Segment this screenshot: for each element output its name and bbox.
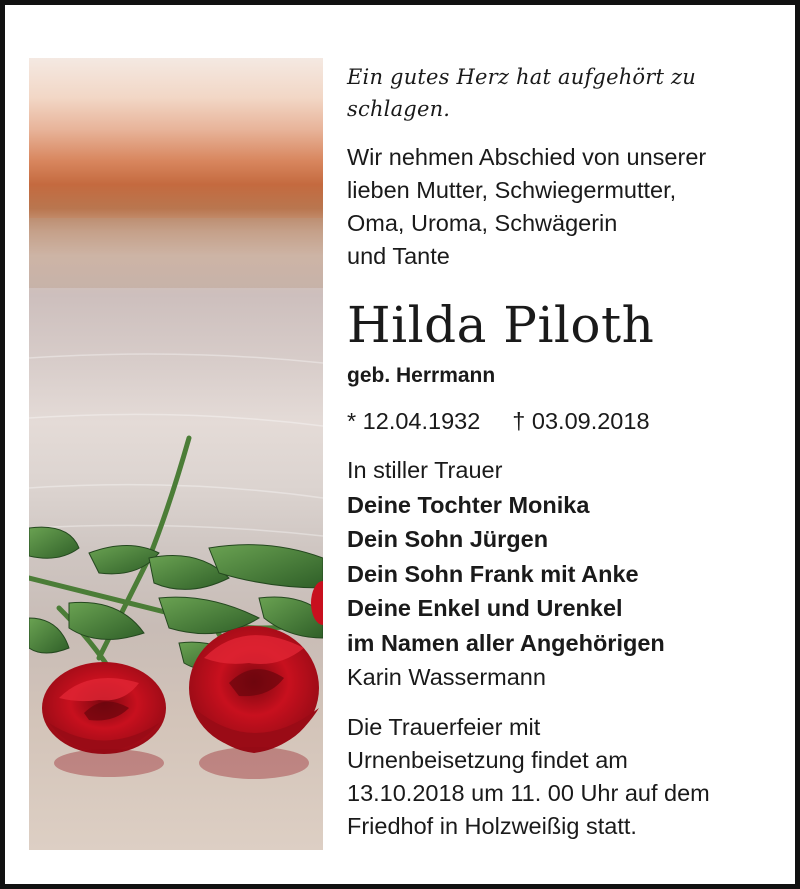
motto-line: schlagen. — [347, 97, 451, 121]
mourners-list — [347, 453, 787, 695]
funeral-line: 13.10.2018 um 11. 00 Uhr auf dem — [347, 779, 710, 806]
roses-illustration — [29, 58, 323, 850]
mourner: Dein Sohn Jürgen — [347, 526, 549, 552]
roses-on-water-photo — [29, 58, 323, 850]
mourner: Dein Sohn Frank mit Anke — [347, 560, 639, 587]
funeral-line: Die Trauerfeier mit — [347, 713, 541, 740]
intro-line: Oma, Uroma, Schwägerin — [347, 210, 618, 236]
intro-line: lieben Mutter, Schwiegermutter, — [347, 177, 677, 203]
motto-line: Ein gutes Herz hat aufgehört zu — [347, 65, 697, 89]
funeral-notice — [347, 711, 787, 843]
death-date: † 03.09.2018 — [512, 408, 650, 434]
mourning-intro: In stiller Trauer — [347, 457, 503, 483]
rose-right — [189, 626, 319, 753]
rose-left — [42, 662, 166, 754]
intro-line: und Tante — [347, 243, 450, 269]
mourner: im Namen aller Angehörigen — [347, 629, 665, 656]
deceased-name: Hilda Piloth — [347, 296, 655, 354]
intro-line: Wir nehmen Abschied von unserer — [347, 144, 707, 170]
birth-date: * 12.04.1932 — [347, 408, 481, 434]
mourner: Deine Tochter Monika — [347, 491, 590, 518]
farewell-intro — [347, 141, 787, 273]
maiden-name: geb. Herrmann — [347, 364, 496, 387]
funeral-line: Urnenbeisetzung findet am — [347, 746, 628, 773]
funeral-line: Friedhof in Holzweißig statt. — [347, 812, 637, 839]
obituary-text — [347, 61, 787, 843]
extra-mourner: Karin Wassermann — [347, 664, 546, 690]
motto — [347, 61, 787, 125]
life-dates — [347, 405, 787, 437]
mourner: Deine Enkel und Urenkel — [347, 595, 623, 621]
